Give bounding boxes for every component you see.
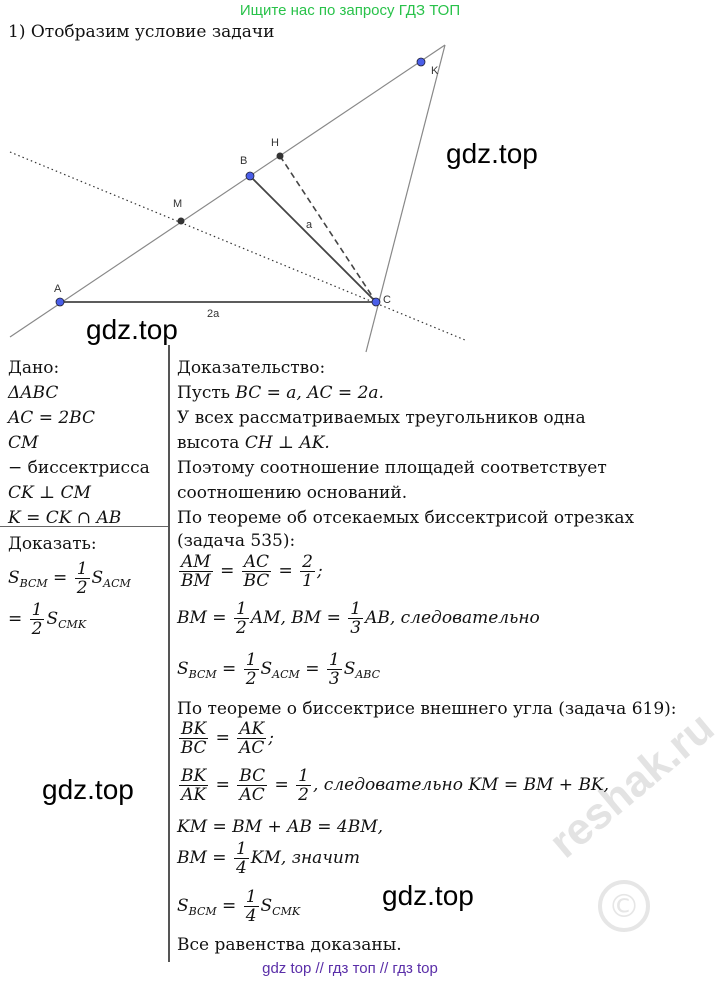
bisector-cm [10, 152, 465, 340]
copyright-icon: © [598, 880, 650, 932]
given-line: AC = 2BC [8, 408, 95, 428]
point-a [56, 298, 64, 306]
label-m: M [173, 198, 183, 210]
line-ab-extended [10, 45, 445, 337]
given-title: Дано: [8, 358, 60, 378]
label-b: B [240, 155, 248, 167]
label-c: C [383, 294, 391, 306]
proof-line: соотношению оснований. [177, 483, 408, 503]
top-banner: Ищите нас по запросу ГДЗ ТОП [239, 2, 461, 19]
proof-conclusion: Все равенства доказаны. [177, 935, 402, 955]
label-bc-a: a [306, 219, 313, 231]
proof-line: высота CH ⊥ AK. [177, 433, 330, 453]
reshak-watermark: reshak.ru [540, 702, 724, 868]
point-h [277, 153, 284, 160]
proof-formula-km: KM = BM + AB = 4BM, [177, 817, 384, 837]
given-line: CM [8, 433, 39, 453]
prove-formula-2: = $\frac{1}{2}$ $S_{CMK}$ [8, 600, 87, 639]
prove-title: Доказать: [8, 534, 97, 554]
proof-line: По теореме о биссектрисе внешнего угла (задача 619): [177, 699, 677, 719]
proof-formula-ratio-3: $\frac{BK}{AK}$ = $\frac{BC}{AC}$ = $\frac{1}{2}$ , следовательно KM = BM + BK, [181, 766, 610, 805]
given-line: ΔABC [8, 383, 59, 403]
label-h: H [271, 137, 279, 149]
geometry-figure [0, 0, 700, 345]
label-a: A [54, 283, 62, 295]
proof-formula-area-1: $S_{BCM}$ = $\frac{1}{2}$ $S_{ACM}$ = $\frac{1}{3}$ $S_{ABC}$ [177, 650, 380, 689]
proof-formula-ratio-1: $\frac{AM}{BM}$ = $\frac{AC}{BC}$ = $\frac{2}{1}$ ; [180, 552, 323, 591]
watermark: gdz.top [382, 880, 474, 911]
proof-line: У всех рассматриваемых треугольников одна [177, 408, 586, 428]
given-line: − биссектрисса [8, 458, 150, 478]
label-ac-2a: 2a [207, 308, 220, 320]
watermark: gdz.top [42, 774, 134, 805]
proof-formula-bm-km: BM = $\frac{1}{4}$ KM, значит [177, 839, 360, 878]
height-ch [280, 156, 376, 302]
proof-line: Поэтому соотношение площадей соответствует [177, 458, 607, 478]
given-line: K = CK ∩ AB [8, 508, 122, 528]
point-b [246, 172, 254, 180]
proof-formula-ratio-2: $\frac{BK}{BC}$ = $\frac{AK}{AC}$ ; [180, 719, 274, 758]
proof-line: Пусть BC = a, AC = 2a. [177, 383, 384, 403]
proof-title: Доказательство: [177, 358, 326, 378]
segment-bc [250, 176, 376, 302]
point-k [417, 58, 425, 66]
proof-formula-bm: BM = $\frac{1}{2}$ AM, BM = $\frac{1}{3}$ AB, следовательно [177, 599, 540, 638]
proof-line: По теореме об отсекаемых биссектрисой отрезках [177, 508, 635, 528]
label-k: K [431, 65, 439, 77]
prove-formula-1: $S_{BCM}$ = $\frac{1}{2}$ $S_{ACM}$ [8, 559, 131, 598]
watermark: gdz.top [86, 314, 178, 345]
given-line: CK ⊥ CM [8, 483, 91, 503]
step-title: 1) Отобразим условие задачи [8, 22, 275, 42]
point-c [372, 298, 380, 306]
proof-formula-area-2: $S_{BCM}$ = $\frac{1}{4}$ $S_{CMK}$ [177, 887, 301, 926]
column-divider [168, 345, 170, 962]
footer-links[interactable]: gdz top // гдз топ // гдз top [262, 960, 438, 977]
watermark: gdz.top [446, 138, 538, 169]
proof-line: (задача 535): [177, 531, 296, 551]
point-m [178, 218, 185, 225]
